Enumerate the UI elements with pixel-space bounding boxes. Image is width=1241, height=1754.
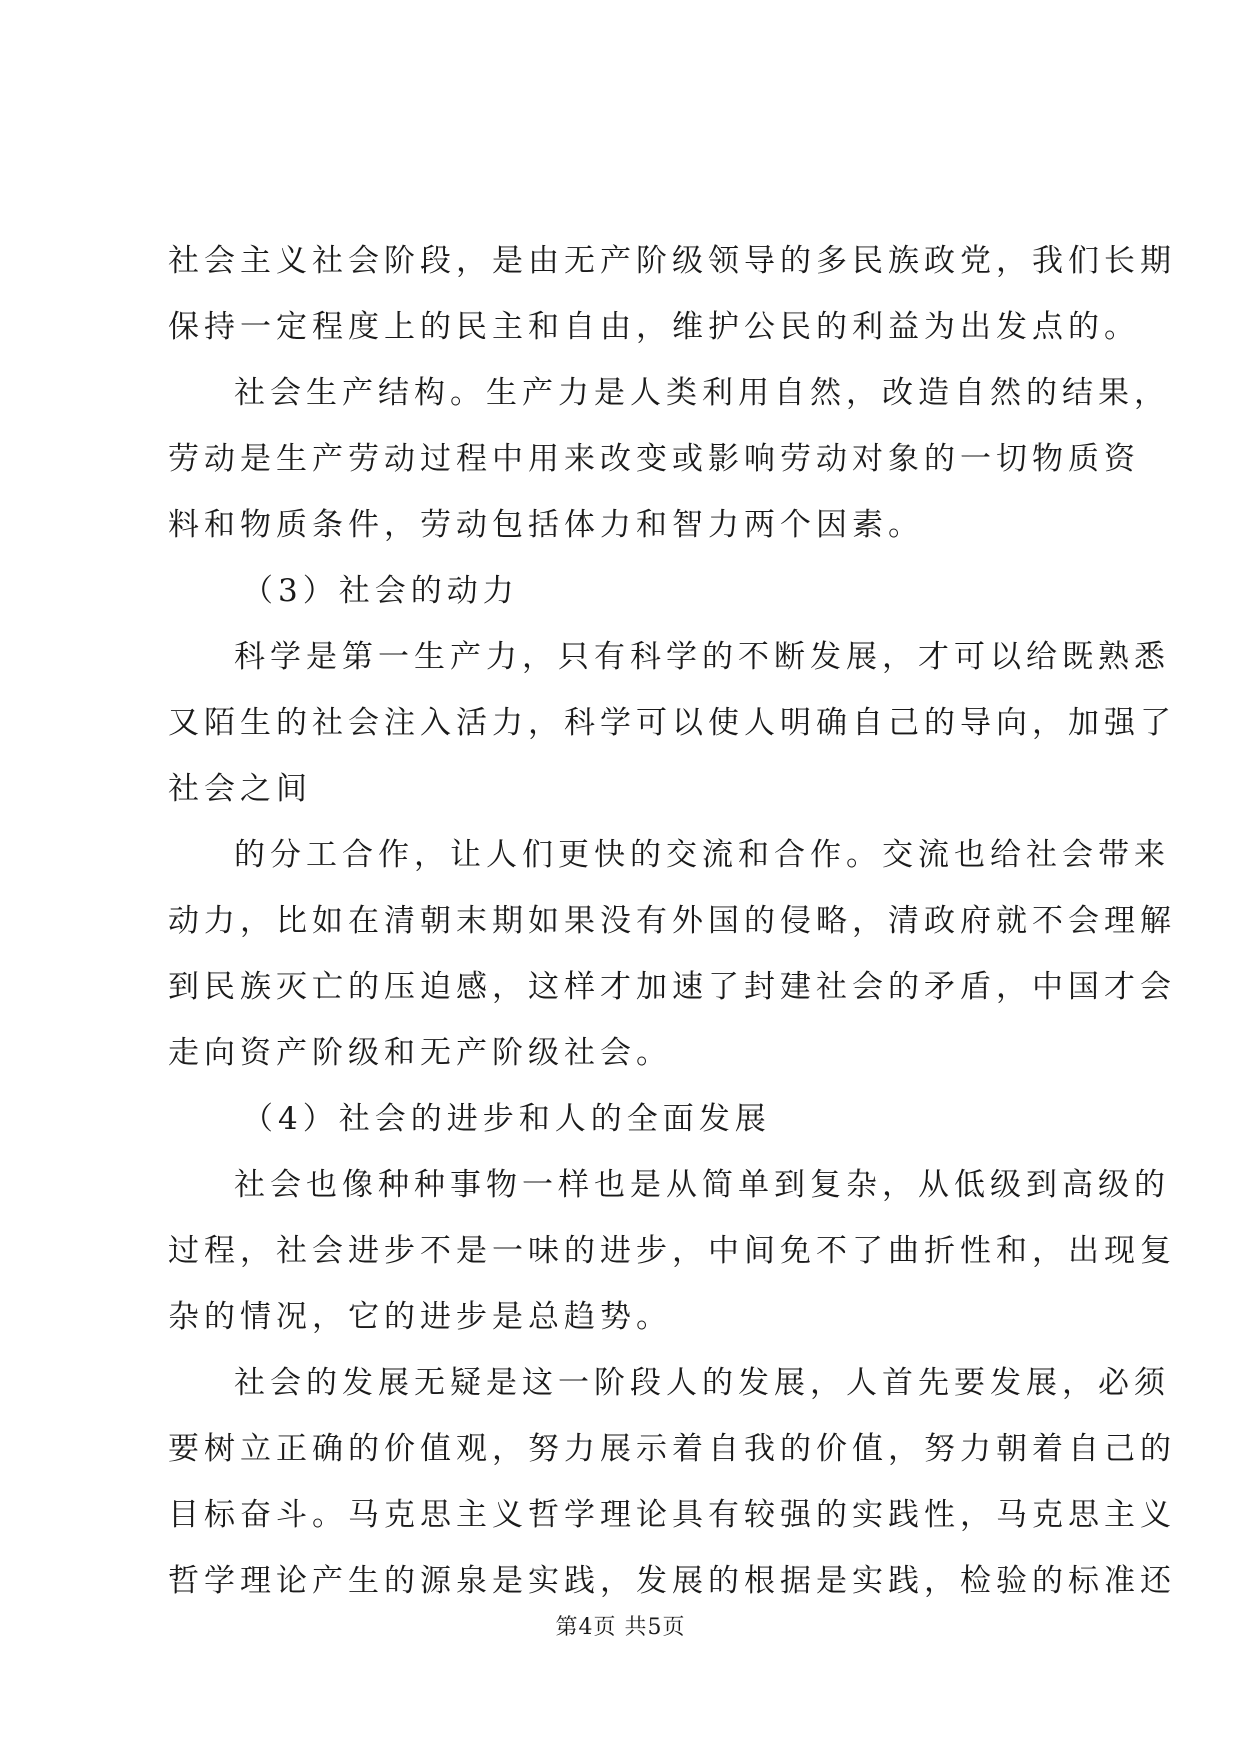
section-heading: （3）社会的动力 xyxy=(242,573,519,609)
paragraph-line: 社会之间 xyxy=(168,771,312,807)
paragraph-line: 到民族灭亡的压迫感，这样才加速了封建社会的矛盾，中国才会 xyxy=(168,969,1176,1005)
paragraph-line: 走向资产阶级和无产阶级社会。 xyxy=(168,1035,672,1071)
paragraph-line: 社会主义社会阶段，是由无产阶级领导的多民族政党，我们长期 xyxy=(168,243,1176,279)
paragraph-line: 要树立正确的价值观，努力展示着自我的价值，努力朝着自己的 xyxy=(168,1431,1176,1467)
section-heading: （4）社会的进步和人的全面发展 xyxy=(242,1101,771,1137)
paragraph-line: 的分工合作，让人们更快的交流和合作。交流也给社会带来 xyxy=(234,837,1170,873)
document-body xyxy=(168,228,1176,1614)
paragraph-line: 社会的发展无疑是这一阶段人的发展，人首先要发展，必须 xyxy=(234,1365,1170,1401)
paragraph-line: 科学是第一生产力，只有科学的不断发展，才可以给既熟悉 xyxy=(234,639,1170,675)
paragraph-line: 杂的情况，它的进步是总趋势。 xyxy=(168,1299,672,1335)
paragraph-line: 社会也像种种事物一样也是从简单到复杂，从低级到高级的 xyxy=(234,1167,1170,1203)
paragraph-line: 劳动是生产劳动过程中用来改变或影响劳动对象的一切物质资 xyxy=(168,441,1140,477)
paragraph-line: 过程，社会进步不是一味的进步，中间免不了曲折性和，出现复 xyxy=(168,1233,1176,1269)
paragraph-line: 又陌生的社会注入活力，科学可以使人明确自己的导向，加强了 xyxy=(168,705,1176,741)
page-number-footer: 第4页 共5页 xyxy=(555,1615,686,1640)
paragraph-line: 料和物质条件，劳动包括体力和智力两个因素。 xyxy=(168,507,924,543)
paragraph-line: 哲学理论产生的源泉是实践，发展的根据是实践，检验的标准还 xyxy=(168,1563,1176,1599)
paragraph-line: 社会生产结构。生产力是人类利用自然，改造自然的结果， xyxy=(234,375,1170,411)
paragraph-line: 目标奋斗。马克思主义哲学理论具有较强的实践性，马克思主义 xyxy=(168,1497,1176,1533)
paragraph-line: 动力，比如在清朝末期如果没有外国的侵略，清政府就不会理解 xyxy=(168,903,1176,939)
paragraph-line: 保持一定程度上的民主和自由，维护公民的利益为出发点的。 xyxy=(168,309,1140,345)
